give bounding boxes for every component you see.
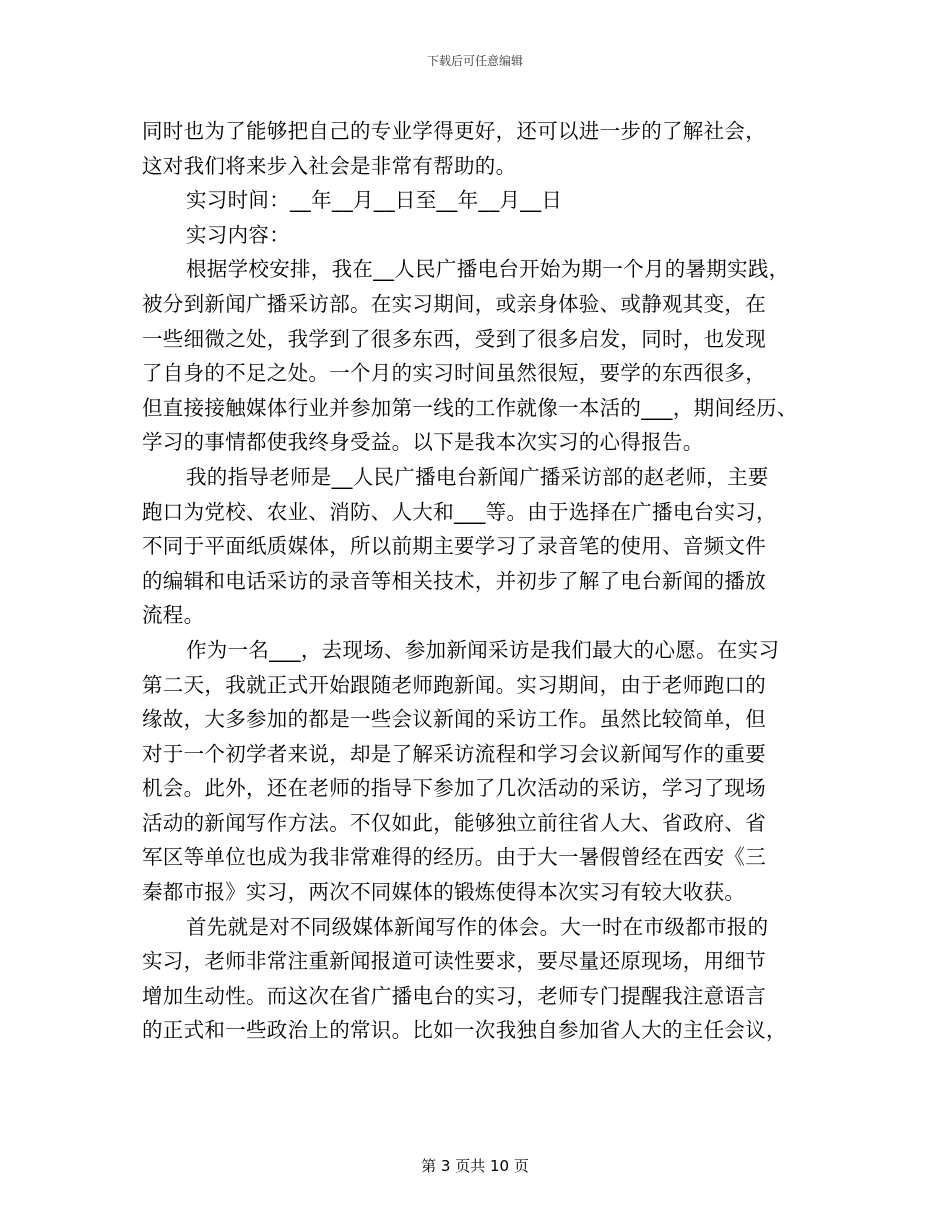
text-line: 对于一个初学者来说，却是了解采访流程和学习会议新闻写作的重要 <box>142 741 766 766</box>
text-line: 但直接接触媒体行业并参加第一线的工作就像一本活的___，期间经历、 <box>142 395 798 420</box>
text-line: 第二天，我就正式开始跟随老师跑新闻。实习期间，由于老师跑口的 <box>142 672 766 697</box>
text-line: 秦都市报》实习，两次不同媒体的锻炼使得本次实习有较大收获。 <box>142 880 746 905</box>
text-line: 同时也为了能够把自己的专业学得更好，还可以进一步的了解社会， <box>142 119 766 143</box>
text-line: 实习，老师非常注重新闻报道可读性要求，要尽量还原现场，用细节 <box>142 949 766 974</box>
text-line: 机会。此外，还在老师的指导下参加了几次活动的采访，学习了现场 <box>142 776 766 801</box>
text-line: 的编辑和电话采访的录音等相关技术，并初步了解了电台新闻的播放 <box>142 568 766 593</box>
text-line: 这对我们将来步入社会是非常有帮助的。 <box>142 153 517 178</box>
text-line-internship-time: 实习时间：__年__月__日至__年__月__日 <box>186 188 563 213</box>
paragraph-start: 我的指导老师是__人民广播电台新闻广播采访部的赵老师，主要 <box>186 464 769 489</box>
text-line: 跑口为党校、农业、消防、人大和___等。由于选择在广播电台实习， <box>142 499 777 524</box>
paragraph-start: 根据学校安排，我在__人民广播电台开始为期一个月的暑期实践， <box>186 257 790 282</box>
paragraph-start: 首先就是对不同级媒体新闻写作的体会。大一时在市级都市报的 <box>186 914 769 939</box>
text-line: 被分到新闻广播采访部。在实习期间，或亲身体验、或静观其变，在 <box>142 291 766 316</box>
text-line: 缘故，大多参加的都是一些会议新闻的采访工作。虽然比较简单，但 <box>142 707 766 732</box>
paragraph-start: 作为一名___，去现场、参加新闻采访是我们最大的心愿。在实习 <box>186 637 780 662</box>
document-body <box>142 114 822 1048</box>
text-line: 学习的事情都使我终身受益。以下是我本次实习的心得报告。 <box>142 430 704 455</box>
text-line-internship-content: 实习内容： <box>186 222 290 247</box>
text-line: 的正式和一些政治上的常识。比如一次我独自参加省人大的主任会议， <box>142 1018 787 1043</box>
text-line: 不同于平面纸质媒体，所以前期主要学习了录音笔的使用、音频文件 <box>142 534 766 559</box>
text-line: 增加生动性。而这次在省广播电台的实习，老师专门提醒我注意语言 <box>142 983 766 1008</box>
text-line: 一些细微之处，我学到了很多东西，受到了很多启发，同时，也发现 <box>142 326 766 351</box>
page-header-note: 下载后可任意编辑 <box>426 54 523 68</box>
page-number: 第 3 页共 10 页 <box>421 1157 529 1175</box>
text-line: 了自身的不足之处。一个月的实习时间虽然很短，要学的东西很多， <box>142 361 766 386</box>
text-line: 流程。 <box>142 603 205 628</box>
text-line: 军区等单位也成为我非常难得的经历。由于大一暑假曾经在西安《三 <box>142 845 766 870</box>
text-line: 活动的新闻写作方法。不仅如此，能够独立前往省人大、省政府、省 <box>142 810 766 835</box>
